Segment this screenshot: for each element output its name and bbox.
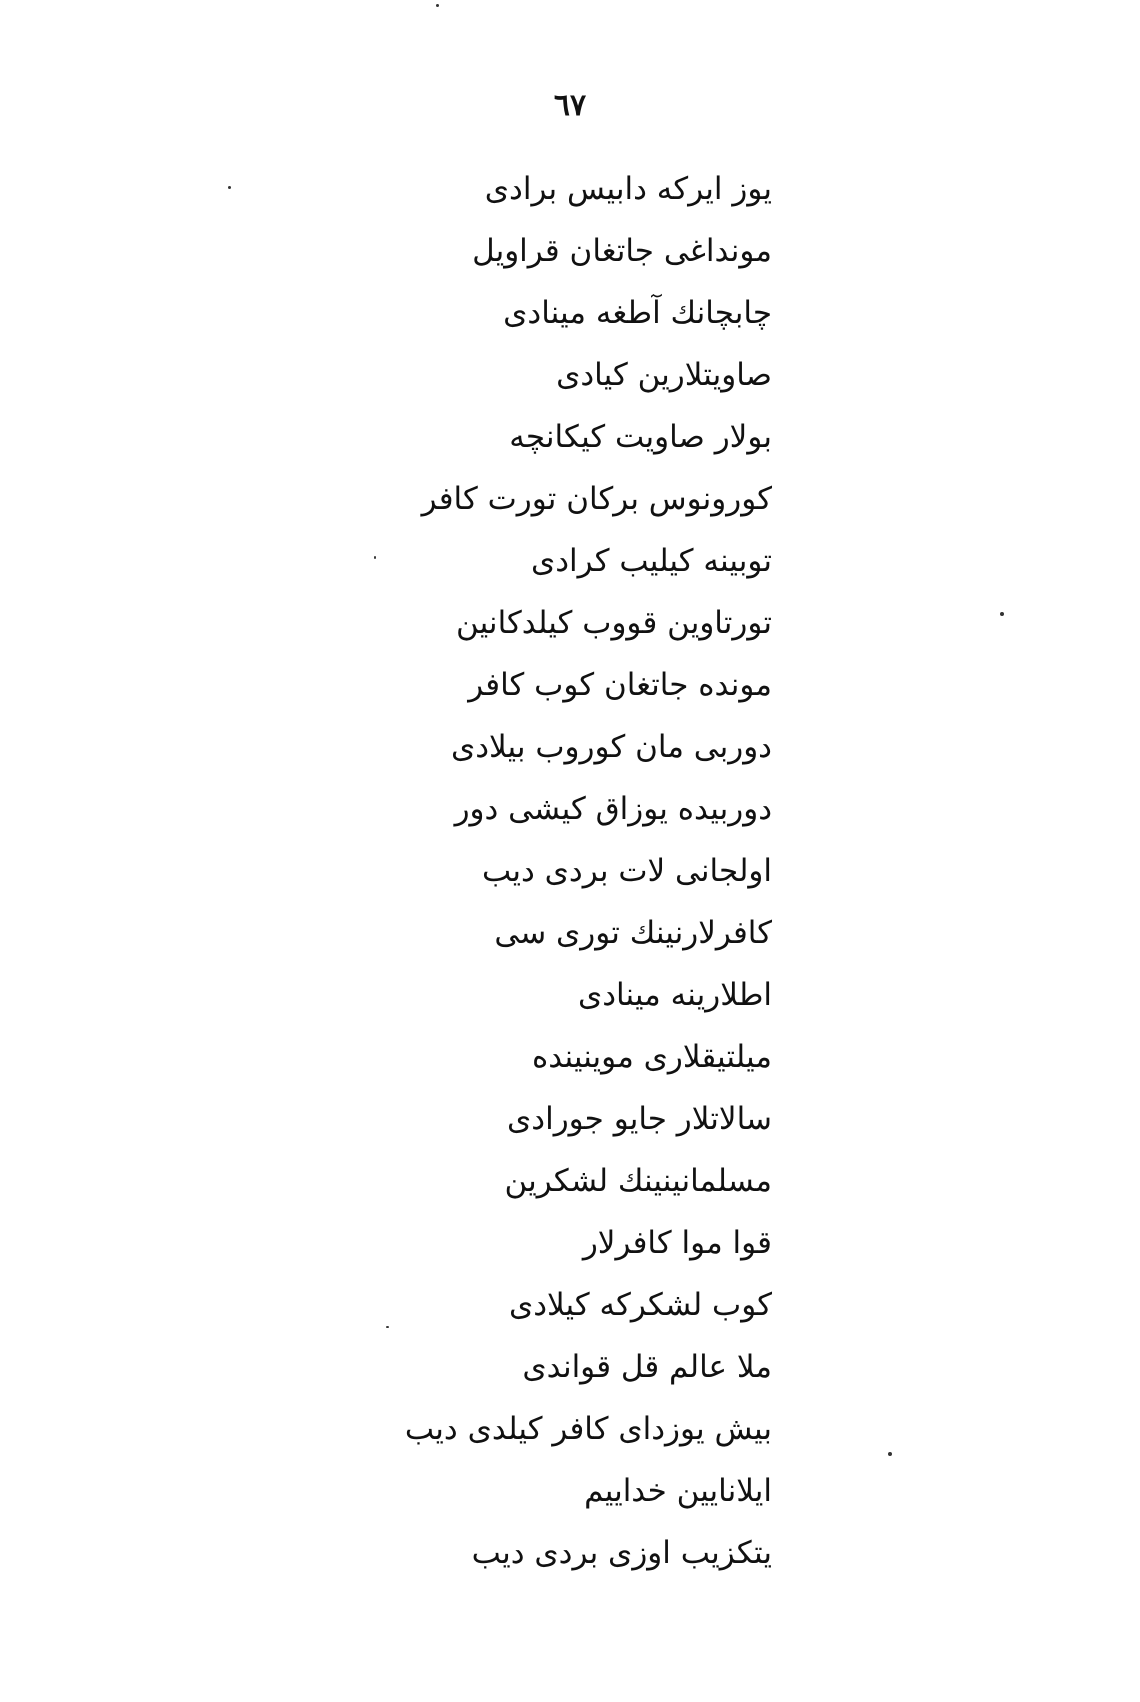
verse-line-21: بیش یوزدای کافر کیلدی دیب <box>404 1411 772 1447</box>
verse-line-10: دوربی مان کوروب بیلادی <box>450 729 772 765</box>
verse-line-9: مونده جاتغان کوب کافر <box>468 667 772 703</box>
scan-speck <box>228 186 231 189</box>
scan-speck <box>386 1326 389 1328</box>
verse-line-15: میلتیقلاری موینینده <box>531 1039 772 1075</box>
poem-verse-block <box>352 158 772 1584</box>
verse-line-23: یتکزیب اوزی بردی دیب <box>471 1535 772 1571</box>
verse-line-6: کورونوس برکان تورت کافر <box>421 481 772 517</box>
verse-line-1: یوز ایرکه دابیس برادی <box>484 171 772 207</box>
scan-speck <box>888 1452 892 1456</box>
verse-line-4: صاویتلارین کیادی <box>556 357 772 393</box>
verse-line-18: قوا موا کافرلار <box>582 1225 772 1261</box>
verse-line-20: ملا عالم قل قواندی <box>522 1349 772 1385</box>
scan-speck <box>374 556 376 559</box>
verse-line-7: توبینه کیلیب کرادی <box>530 543 772 579</box>
scan-speck <box>1000 612 1004 616</box>
scan-speck <box>436 4 439 7</box>
verse-line-22: ایلانایین خداییم <box>584 1473 772 1509</box>
verse-line-13: کافرلارنینك توری سی <box>494 915 772 951</box>
verse-line-5: بولار صاویت کیکانچه <box>509 419 772 455</box>
verse-line-3: چابچانك آطغه مینادی <box>503 295 772 331</box>
verse-line-17: مسلمانینینك لشکرین <box>504 1163 772 1199</box>
verse-line-16: سالاتلار جایو جورادی <box>507 1101 772 1137</box>
verse-line-8: تورتاوین قووب کیلدکانین <box>455 605 772 641</box>
verse-line-19: کوب لشکرکه کیلادی <box>508 1287 772 1323</box>
verse-line-11: دوربیده یوزاق کیشی دور <box>454 791 772 827</box>
verse-line-14: اطلارینه مینادی <box>577 977 772 1013</box>
page-number: ٦٧ <box>553 88 587 123</box>
verse-line-12: اولجانی لات بردی دیب <box>481 853 772 889</box>
verse-line-2: مونداغی جاتغان قراویل <box>472 233 772 269</box>
